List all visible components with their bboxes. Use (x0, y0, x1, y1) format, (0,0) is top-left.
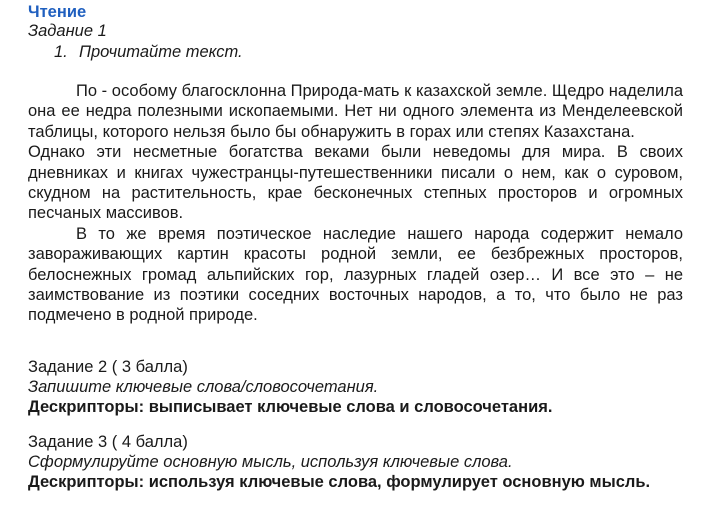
reading-text (28, 81, 683, 326)
task3-descriptor: Дескрипторы: используя ключевые слова, формулирует основную мысль. (28, 472, 651, 491)
paragraph-1: По - особому благосклонна Природа-мать к казахской земле. Щедро наделила она ее недра полезными ископаемыми. Нет ни одного элемента из Менделеевской таблицы, которого нельзя было бы обнаружить в горах или степях Казахстана. (28, 82, 683, 141)
task1-item-text: Прочитайте текст. (79, 43, 243, 61)
paragraph-2: Однако эти несметные богатства веками были неведомы для мира. В своих дневниках и книгах чужестранцы-путешественники писали о нем, как о суровом, скудном на растительность, крае бесконечных степных просторов и огромных песчаных массивов. (28, 143, 683, 223)
task3 (28, 432, 683, 492)
tasks-section (28, 357, 683, 492)
task1-item-number: 1. (54, 43, 68, 61)
task2-title: Задание 2 ( 3 балла) (28, 357, 188, 376)
section-title: Чтение (28, 3, 87, 21)
task1-title: Задание 1 (28, 22, 107, 40)
task2 (28, 357, 683, 417)
task1-item (28, 41, 683, 63)
document-page (28, 2, 683, 507)
task2-descriptor: Дескрипторы: выписывает ключевые слова и словосочетания. (28, 397, 553, 416)
task3-title: Задание 3 ( 4 балла) (28, 432, 188, 451)
task2-instruction: Запишите ключевые слова/словосочетания. (28, 377, 379, 396)
paragraph-3: В то же время поэтическое наследие нашего народа содержит немало завораживающих картин красоты родной земли, ее безбрежных просторов, белоснежных громад альпийских гор, лазурных гладей озер… И все это – не заимствование из поэтики соседних восточных народов, а то, что было не раз подмечено в родной природе. (28, 224, 683, 325)
task3-instruction: Сформулируйте основную мысль, используя ключевые слова. (28, 452, 513, 471)
